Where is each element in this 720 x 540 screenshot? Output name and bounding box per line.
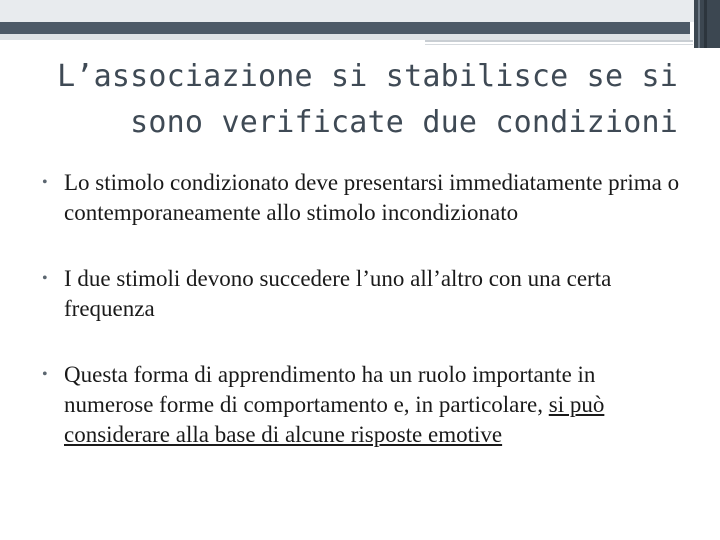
slide-title-line-2: sono verificate due condizioni xyxy=(130,105,678,140)
bullet-text-3: Questa forma di apprendimento ha un ruolo importante in numerose forme di comportamento e, in particolare, xyxy=(64,362,596,417)
header-band-dark xyxy=(0,22,690,34)
header-band-line xyxy=(425,40,693,42)
header-band-line-thin xyxy=(425,44,693,45)
bullet-item-3 xyxy=(42,360,682,450)
bullet-marker: • xyxy=(42,270,48,287)
slide-title xyxy=(38,54,678,146)
header-corner-stripe-dark xyxy=(704,0,707,48)
bullet-text-3-underlined: si può considerare alla base di alcune risposte emotive xyxy=(64,392,605,447)
header-corner-stripe xyxy=(698,0,700,48)
bullet-item-2 xyxy=(42,264,682,324)
bullet-text-1: Lo stimolo condizionato deve presentarsi immediatamente prima o contemporaneamente allo stimolo incondizionato xyxy=(64,170,680,225)
bullet-list xyxy=(42,168,682,450)
bullet-marker: • xyxy=(42,174,48,191)
bullet-marker: • xyxy=(42,366,48,383)
header-band-top xyxy=(0,0,720,22)
bullet-item-1 xyxy=(42,168,682,228)
bullet-text-2: I due stimoli devono succedere l’uno all’altro con una certa frequenza xyxy=(64,266,612,321)
slide-title-line-1: L’associazione si stabilisce se si xyxy=(57,59,678,94)
